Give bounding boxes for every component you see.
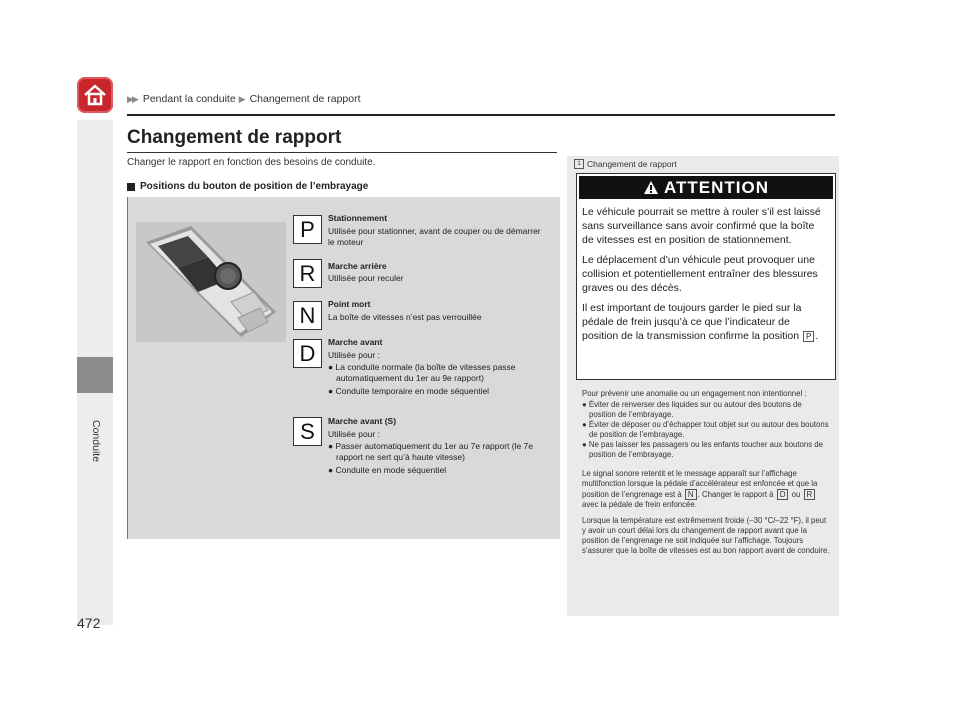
section-heading: [127, 181, 368, 192]
gear-selector-illustration: [136, 222, 286, 342]
home-icon[interactable]: [77, 77, 113, 113]
breadcrumb: [127, 93, 361, 105]
breadcrumb-item-driving[interactable]: Pendant la conduite: [142, 93, 236, 105]
signal-paragraph: Le signal sonore retentit et le message apparaît sur l’affichage multifonction lorsque la pédale d’accélérateur est enfoncée et que la position de l’engrenage est à N . Changer le rapport à D ou R avec la pédale de frein enfoncée.: [582, 469, 818, 509]
warning-triangle-icon: [643, 180, 659, 195]
header-divider: [127, 114, 835, 116]
attention-header: [579, 176, 833, 199]
gear-n-title: Point mort: [328, 299, 371, 309]
attention-label: ATTENTION: [663, 177, 769, 197]
gear-d-bullet: ● La conduite normale (la boîte de vitesses passe automatiquement du 1er au 9e rapport): [328, 362, 516, 383]
notes-heading-text: Changement de rapport: [587, 159, 677, 169]
notes-bullet: ● Ne pas laisser les passagers ou les enfants toucher aux boutons de position de l’embrayage.: [582, 440, 823, 459]
attention-paragraph: Le déplacement d’un véhicule peut provoquer une collision et potentiellement entraîner des blessures graves ou des décès.: [582, 254, 818, 294]
square-bullet-icon: [127, 183, 135, 191]
gear-d-bullet: ● Conduite temporaire en mode séquentiel: [328, 386, 490, 396]
attention-paragraph: Il est important de toujours garder le pied sur la pédale de frein jusqu’à ce que l’indicateur de position de la transmission confirme la position P .: [582, 302, 819, 342]
page-title: Changement de rapport: [127, 127, 342, 148]
reverse-key-icon: R: [804, 489, 816, 500]
gear-p-badge: P: [293, 215, 322, 244]
notes-text: [582, 389, 830, 562]
intro-text: Changer le rapport en fonction des besoins de conduite.: [127, 157, 376, 168]
attention-text: [582, 205, 828, 349]
breadcrumb-item-shifting[interactable]: Changement de rapport: [249, 93, 361, 105]
notes-heading: [574, 159, 677, 169]
gear-r-desc: Utilisée pour reculer: [328, 273, 404, 283]
gear-s-bullet: ● Conduite en mode séquentiel: [328, 465, 447, 475]
title-divider: [127, 152, 557, 153]
gear-d-desc: Utilisée pour :: [328, 350, 380, 360]
reference-box-icon: 1: [574, 159, 584, 169]
gear-p-title: Stationnement: [328, 213, 388, 223]
gear-r-badge: R: [293, 259, 322, 288]
page-number: 472: [77, 615, 101, 631]
notes-bullet: ● Éviter de renverser des liquides sur ou autour des boutons de position de l’embrayage.: [582, 400, 802, 419]
section-title: Positions du bouton de position de l’embrayage: [140, 181, 369, 192]
gear-s-title: Marche avant (S): [328, 416, 397, 426]
chevron-right-icon: ▶: [238, 93, 244, 104]
notes-bullet: ● Éviter de déposer ou d’échapper tout objet sur ou autour des boutons de position de l’embrayage.: [582, 420, 829, 439]
gear-p-desc: Utilisée pour stationner, avant de couper ou de démarrer le moteur: [328, 226, 541, 247]
cold-weather-paragraph: Lorsque la température est extrêmement froide (–30 °C/–22 °F), il peut y avoir un court délai lors du changement de rapport avant que la position de l’engrenage ne soit indiquée sur l’affichage. Toujours s’assurer que la boîte de vitesses est au bon rapport avant de conduire.: [582, 516, 830, 555]
gear-s-bullet: ● Passer automatiquement du 1er au 7e rapport (le 7e rapport ne sert qu’à haute vitesse): [328, 441, 534, 462]
park-key-icon: P: [803, 331, 814, 342]
gear-n-desc: La boîte de vitesses n’est pas verrouillée: [328, 312, 482, 322]
gear-s-badge: S: [293, 417, 322, 446]
neutral-key-icon: N: [685, 489, 697, 500]
gear-d-badge: D: [293, 339, 322, 368]
gear-s-desc: Utilisée pour :: [328, 429, 380, 439]
gear-d-title: Marche avant: [328, 337, 383, 347]
side-tab-marker[interactable]: [77, 357, 113, 393]
attention-paragraph: Le véhicule pourrait se mettre à rouler s’il est laissé sans surveillance sans avoir confirmé que la boîte de vitesses est en position de stationnement.: [582, 206, 821, 246]
gear-r-title: Marche arrière: [328, 261, 387, 271]
chevron-right-icon: ▶▶: [127, 93, 137, 104]
drive-key-icon: D: [777, 489, 789, 500]
side-tab-label: Conduite: [90, 420, 102, 463]
gear-n-badge: N: [293, 301, 322, 330]
notes-intro: Pour prévenir une anomalie ou un engagement non intentionnel :: [582, 389, 807, 398]
